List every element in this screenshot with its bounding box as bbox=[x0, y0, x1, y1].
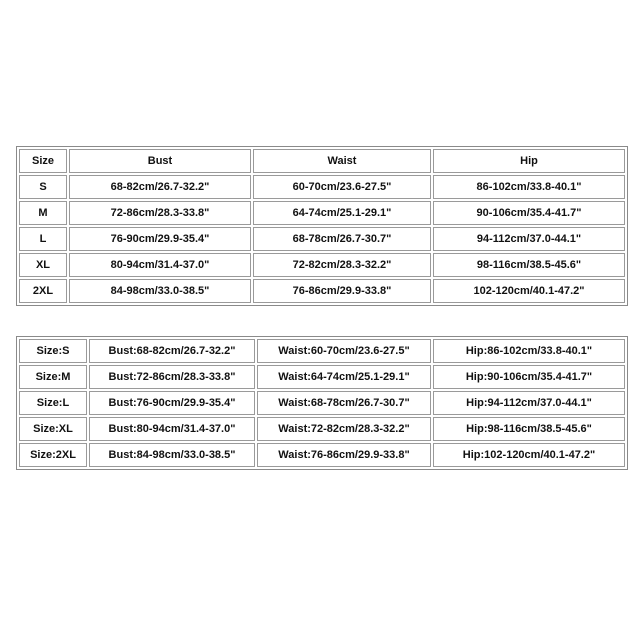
hip-cell: 90-106cm/35.4-41.7" bbox=[433, 201, 625, 225]
bust-cell: Bust:76-90cm/29.9-35.4" bbox=[89, 391, 255, 415]
waist-cell: Waist:72-82cm/28.3-32.2" bbox=[257, 417, 431, 441]
waist-cell: 68-78cm/26.7-30.7" bbox=[253, 227, 431, 251]
waist-cell: Waist:64-74cm/25.1-29.1" bbox=[257, 365, 431, 389]
hip-cell: Hip:102-120cm/40.1-47.2" bbox=[433, 443, 625, 467]
size-cell: Size:M bbox=[19, 365, 87, 389]
size-cell: Size:S bbox=[19, 339, 87, 363]
size-chart-table bbox=[16, 146, 628, 306]
size-cell: L bbox=[19, 227, 67, 251]
waist-cell: Waist:76-86cm/29.9-33.8" bbox=[257, 443, 431, 467]
bust-cell: 84-98cm/33.0-38.5" bbox=[69, 279, 251, 303]
waist-cell: 72-82cm/28.3-32.2" bbox=[253, 253, 431, 277]
table-row bbox=[19, 339, 625, 363]
waist-cell: Waist:68-78cm/26.7-30.7" bbox=[257, 391, 431, 415]
table-row bbox=[19, 391, 625, 415]
bust-cell: 80-94cm/31.4-37.0" bbox=[69, 253, 251, 277]
size-chart-labeled-table bbox=[16, 336, 628, 470]
bust-cell: Bust:68-82cm/26.7-32.2" bbox=[89, 339, 255, 363]
size-cell: Size:2XL bbox=[19, 443, 87, 467]
size-cell: M bbox=[19, 201, 67, 225]
hip-cell: 94-112cm/37.0-44.1" bbox=[433, 227, 625, 251]
table-row bbox=[19, 201, 625, 225]
waist-cell: 76-86cm/29.9-33.8" bbox=[253, 279, 431, 303]
table-row bbox=[19, 253, 625, 277]
table-row bbox=[19, 417, 625, 441]
bust-cell: Bust:72-86cm/28.3-33.8" bbox=[89, 365, 255, 389]
size-cell: 2XL bbox=[19, 279, 67, 303]
waist-cell: 60-70cm/23.6-27.5" bbox=[253, 175, 431, 199]
header-size: Size bbox=[19, 149, 67, 173]
bust-cell: 72-86cm/28.3-33.8" bbox=[69, 201, 251, 225]
waist-cell: Waist:60-70cm/23.6-27.5" bbox=[257, 339, 431, 363]
hip-cell: Hip:90-106cm/35.4-41.7" bbox=[433, 365, 625, 389]
table-row bbox=[19, 227, 625, 251]
size-cell: Size:XL bbox=[19, 417, 87, 441]
table-header-row bbox=[19, 149, 625, 173]
waist-cell: 64-74cm/25.1-29.1" bbox=[253, 201, 431, 225]
bust-cell: 68-82cm/26.7-32.2" bbox=[69, 175, 251, 199]
bust-cell: Bust:80-94cm/31.4-37.0" bbox=[89, 417, 255, 441]
hip-cell: 98-116cm/38.5-45.6" bbox=[433, 253, 625, 277]
table-row bbox=[19, 175, 625, 199]
header-hip: Hip bbox=[433, 149, 625, 173]
hip-cell: 86-102cm/33.8-40.1" bbox=[433, 175, 625, 199]
size-cell: S bbox=[19, 175, 67, 199]
hip-cell: 102-120cm/40.1-47.2" bbox=[433, 279, 625, 303]
hip-cell: Hip:94-112cm/37.0-44.1" bbox=[433, 391, 625, 415]
header-bust: Bust bbox=[69, 149, 251, 173]
size-cell: XL bbox=[19, 253, 67, 277]
size-cell: Size:L bbox=[19, 391, 87, 415]
hip-cell: Hip:98-116cm/38.5-45.6" bbox=[433, 417, 625, 441]
table-row bbox=[19, 279, 625, 303]
bust-cell: Bust:84-98cm/33.0-38.5" bbox=[89, 443, 255, 467]
header-waist: Waist bbox=[253, 149, 431, 173]
hip-cell: Hip:86-102cm/33.8-40.1" bbox=[433, 339, 625, 363]
table-row bbox=[19, 365, 625, 389]
table-row bbox=[19, 443, 625, 467]
bust-cell: 76-90cm/29.9-35.4" bbox=[69, 227, 251, 251]
